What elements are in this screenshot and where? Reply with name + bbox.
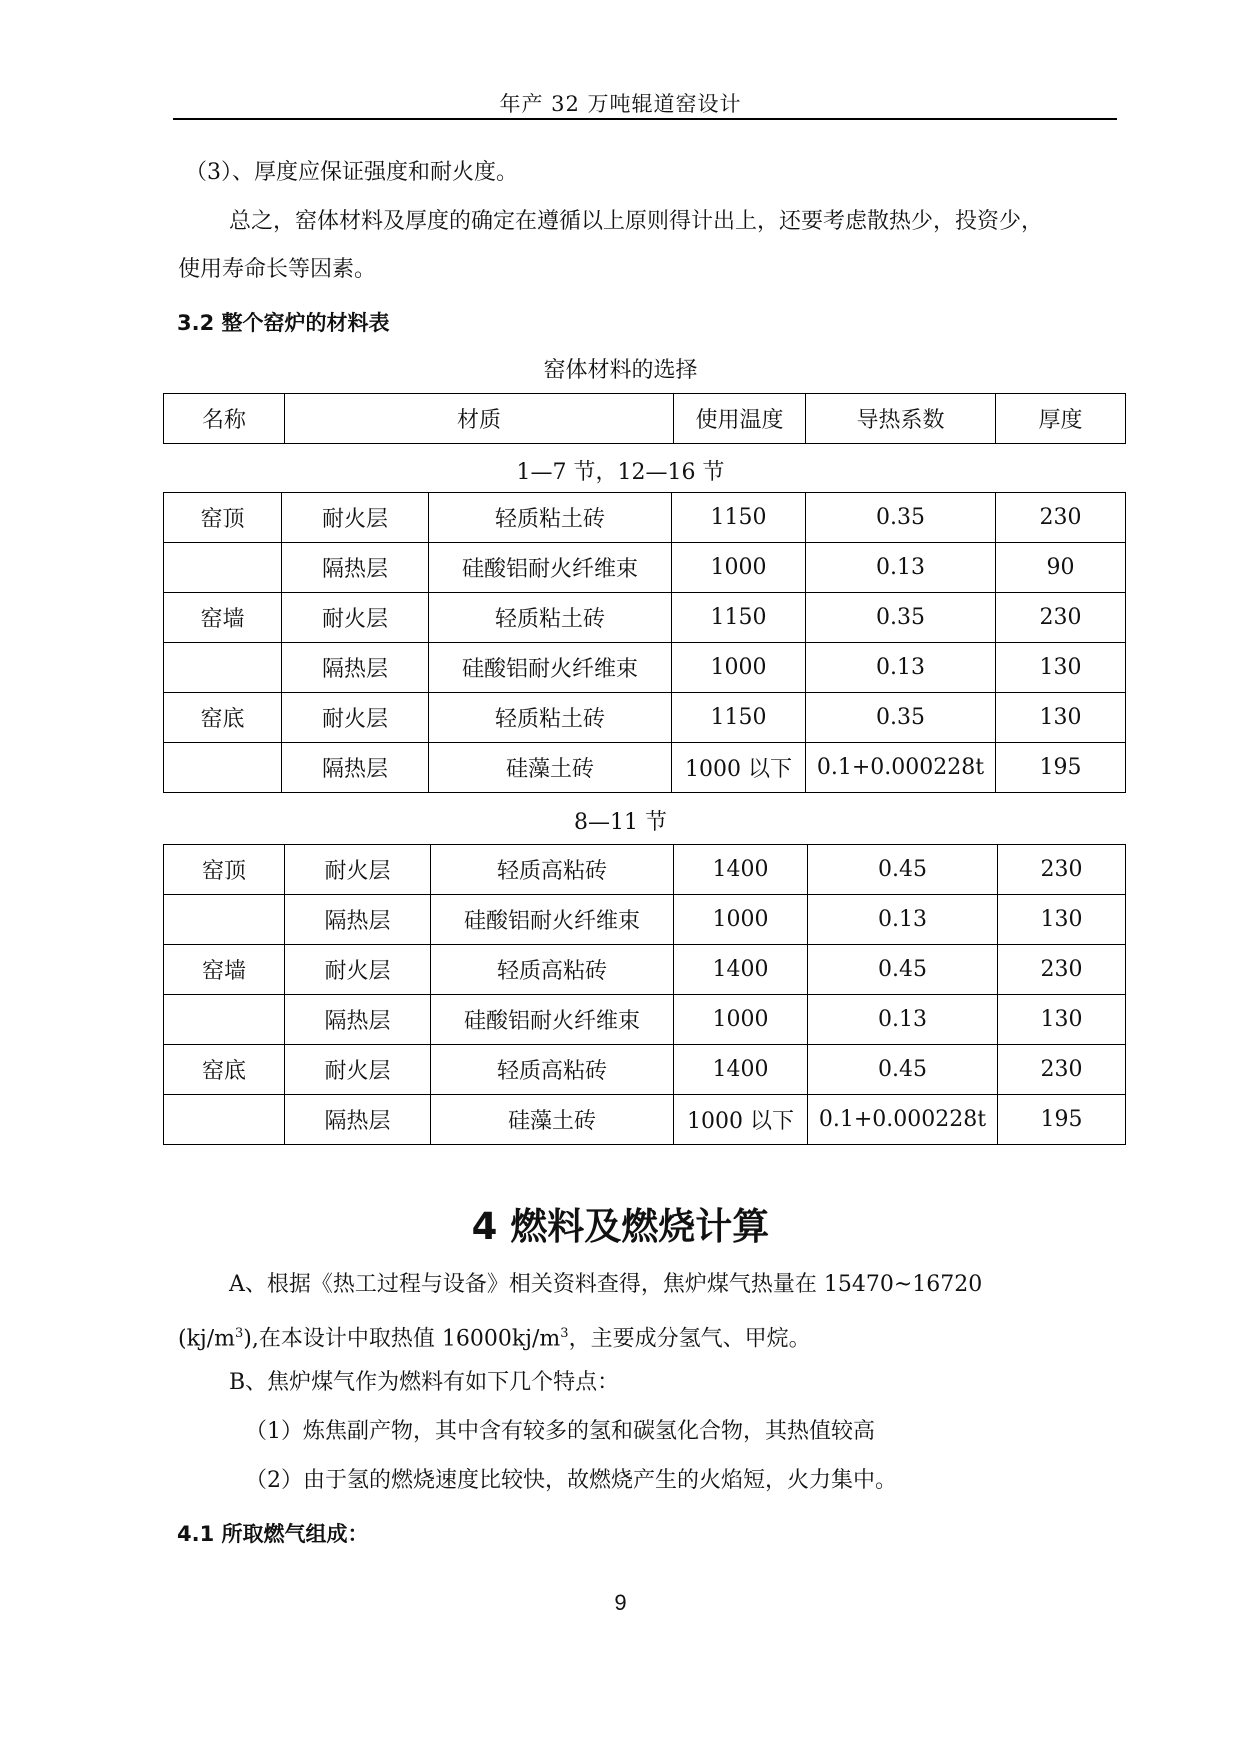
table-row	[164, 693, 1126, 743]
cell-material: 轻质高粘砖	[431, 845, 674, 895]
cell-material: 硅酸铝耐火纤维束	[429, 543, 672, 593]
cell-part: 窑底	[164, 1045, 285, 1095]
chapter-4-title: 4 燃料及燃烧计算	[471, 1205, 770, 1248]
cell-part: 窑底	[164, 693, 282, 743]
header-rule	[173, 118, 1117, 120]
material-table-group2	[163, 844, 1126, 1145]
cell-thickness: 195	[996, 743, 1126, 793]
cell-layer: 耐火层	[282, 593, 429, 643]
cell-material: 轻质粘土砖	[429, 493, 672, 543]
cell-material: 轻质粘土砖	[429, 593, 672, 643]
cell-part: 窑顶	[164, 845, 285, 895]
paragraph-b: B、焦炉煤气作为燃料有如下几个特点：	[229, 1370, 620, 1395]
table-caption: 窑体材料的选择	[543, 358, 698, 383]
section-4-1-heading: 4.1 所取燃气组成：	[177, 1522, 369, 1546]
cell-temperature: 1000 以下	[672, 743, 806, 793]
cell-layer: 耐火层	[282, 693, 429, 743]
cell-temperature: 1000 以下	[674, 1095, 808, 1145]
cell-conductivity: 0.35	[806, 493, 996, 543]
cell-conductivity: 0.35	[806, 693, 996, 743]
cell-thickness: 130	[998, 895, 1126, 945]
cell-part	[164, 895, 285, 945]
cell-layer: 耐火层	[285, 845, 431, 895]
cell-conductivity: 0.1+0.000228t	[808, 1095, 998, 1145]
cell-conductivity: 0.1+0.000228t	[806, 743, 996, 793]
cell-part: 窑顶	[164, 493, 282, 543]
cell-temperature: 1400	[674, 845, 808, 895]
cell-conductivity: 0.13	[808, 895, 998, 945]
point-2: （2）由于氢的燃烧速度比较快，故燃烧产生的火焰短，火力集中。	[245, 1468, 897, 1493]
cell-material: 硅藻土砖	[431, 1095, 674, 1145]
cell-thickness: 230	[998, 1045, 1126, 1095]
cell-material: 硅酸铝耐火纤维束	[431, 895, 674, 945]
table-row	[164, 995, 1126, 1045]
cell-part	[164, 743, 282, 793]
table-row	[164, 743, 1126, 793]
header-cell-name: 名称	[164, 394, 285, 444]
paragraph-a-line1: A、根据《热工过程与设备》相关资料查得，焦炉煤气热量在 15470~16720	[229, 1272, 983, 1297]
table-header-row	[164, 394, 1126, 444]
cell-material: 轻质粘土砖	[429, 693, 672, 743]
header-cell-temperature: 使用温度	[674, 394, 806, 444]
cell-thickness: 130	[996, 693, 1126, 743]
cell-material: 硅酸铝耐火纤维束	[429, 643, 672, 693]
point-1: （1）炼焦副产物，其中含有较多的氢和碳氢化合物，其热值较高	[245, 1419, 875, 1444]
cell-part: 窑墙	[164, 593, 282, 643]
cell-conductivity: 0.35	[806, 593, 996, 643]
cell-temperature: 1400	[674, 1045, 808, 1095]
cell-material: 硅酸铝耐火纤维束	[431, 995, 674, 1045]
cell-layer: 隔热层	[285, 895, 431, 945]
cell-temperature: 1400	[674, 945, 808, 995]
cell-thickness: 195	[998, 1095, 1126, 1145]
cell-thickness: 130	[998, 995, 1126, 1045]
cell-layer: 耐火层	[285, 1045, 431, 1095]
table-row	[164, 945, 1126, 995]
cell-material: 轻质高粘砖	[431, 945, 674, 995]
cell-part	[164, 1095, 285, 1145]
cell-layer: 耐火层	[285, 945, 431, 995]
cell-conductivity: 0.45	[808, 845, 998, 895]
header-cell-thickness: 厚度	[996, 394, 1126, 444]
cell-conductivity: 0.13	[806, 643, 996, 693]
cell-layer: 隔热层	[285, 1095, 431, 1145]
cell-layer: 隔热层	[282, 743, 429, 793]
cell-temperature: 1150	[672, 493, 806, 543]
cell-part	[164, 643, 282, 693]
table-row	[164, 543, 1126, 593]
intro-summary-line1: 总之，窑体材料及厚度的确定在遵循以上原则得计出上，还要考虑散热少，投资少，	[229, 209, 1044, 234]
table-row	[164, 643, 1126, 693]
cell-thickness: 90	[996, 543, 1126, 593]
group1-label: 1—7 节，12—16 节	[516, 460, 725, 485]
cell-temperature: 1150	[672, 693, 806, 743]
header-cell-conductivity: 导热系数	[806, 394, 996, 444]
group2-label: 8—11 节	[574, 810, 667, 835]
table-row	[164, 593, 1126, 643]
intro-summary-line2: 使用寿命长等因素。	[178, 257, 377, 282]
cell-temperature: 1000	[674, 895, 808, 945]
intro-item-3: （3）、厚度应保证强度和耐火度。	[185, 160, 518, 185]
header-cell-material: 材质	[285, 394, 674, 444]
cell-thickness: 230	[998, 845, 1126, 895]
cell-thickness: 230	[996, 593, 1126, 643]
material-table-header	[163, 393, 1126, 444]
cell-thickness: 130	[996, 643, 1126, 693]
cell-conductivity: 0.13	[808, 995, 998, 1045]
cell-layer: 耐火层	[282, 493, 429, 543]
table-row	[164, 1095, 1126, 1145]
cell-conductivity: 0.45	[808, 1045, 998, 1095]
cell-temperature: 1000	[672, 643, 806, 693]
cell-layer: 隔热层	[282, 543, 429, 593]
cell-material: 硅藻土砖	[429, 743, 672, 793]
cell-material: 轻质高粘砖	[431, 1045, 674, 1095]
material-table-group1	[163, 492, 1126, 793]
cell-temperature: 1150	[672, 593, 806, 643]
cell-conductivity: 0.45	[808, 945, 998, 995]
table-row	[164, 845, 1126, 895]
page-number: 9	[614, 1590, 627, 1615]
cell-part	[164, 995, 285, 1045]
cell-conductivity: 0.13	[806, 543, 996, 593]
running-header: 年产 32 万吨辊道窑设计	[499, 92, 742, 116]
section-3-2-heading: 3.2 整个窑炉的材料表	[177, 311, 390, 335]
table-row	[164, 895, 1126, 945]
cell-thickness: 230	[998, 945, 1126, 995]
cell-layer: 隔热层	[285, 995, 431, 1045]
cell-layer: 隔热层	[282, 643, 429, 693]
cell-temperature: 1000	[674, 995, 808, 1045]
cell-temperature: 1000	[672, 543, 806, 593]
table-row	[164, 1045, 1126, 1095]
cell-part	[164, 543, 282, 593]
cell-part: 窑墙	[164, 945, 285, 995]
paragraph-a-line2: $(kj/m^3)$,在本设计中取热值 $16000kj/m^3$，主要成分氢气、甲烷。	[178, 1326, 811, 1352]
table-row	[164, 493, 1126, 543]
cell-thickness: 230	[996, 493, 1126, 543]
